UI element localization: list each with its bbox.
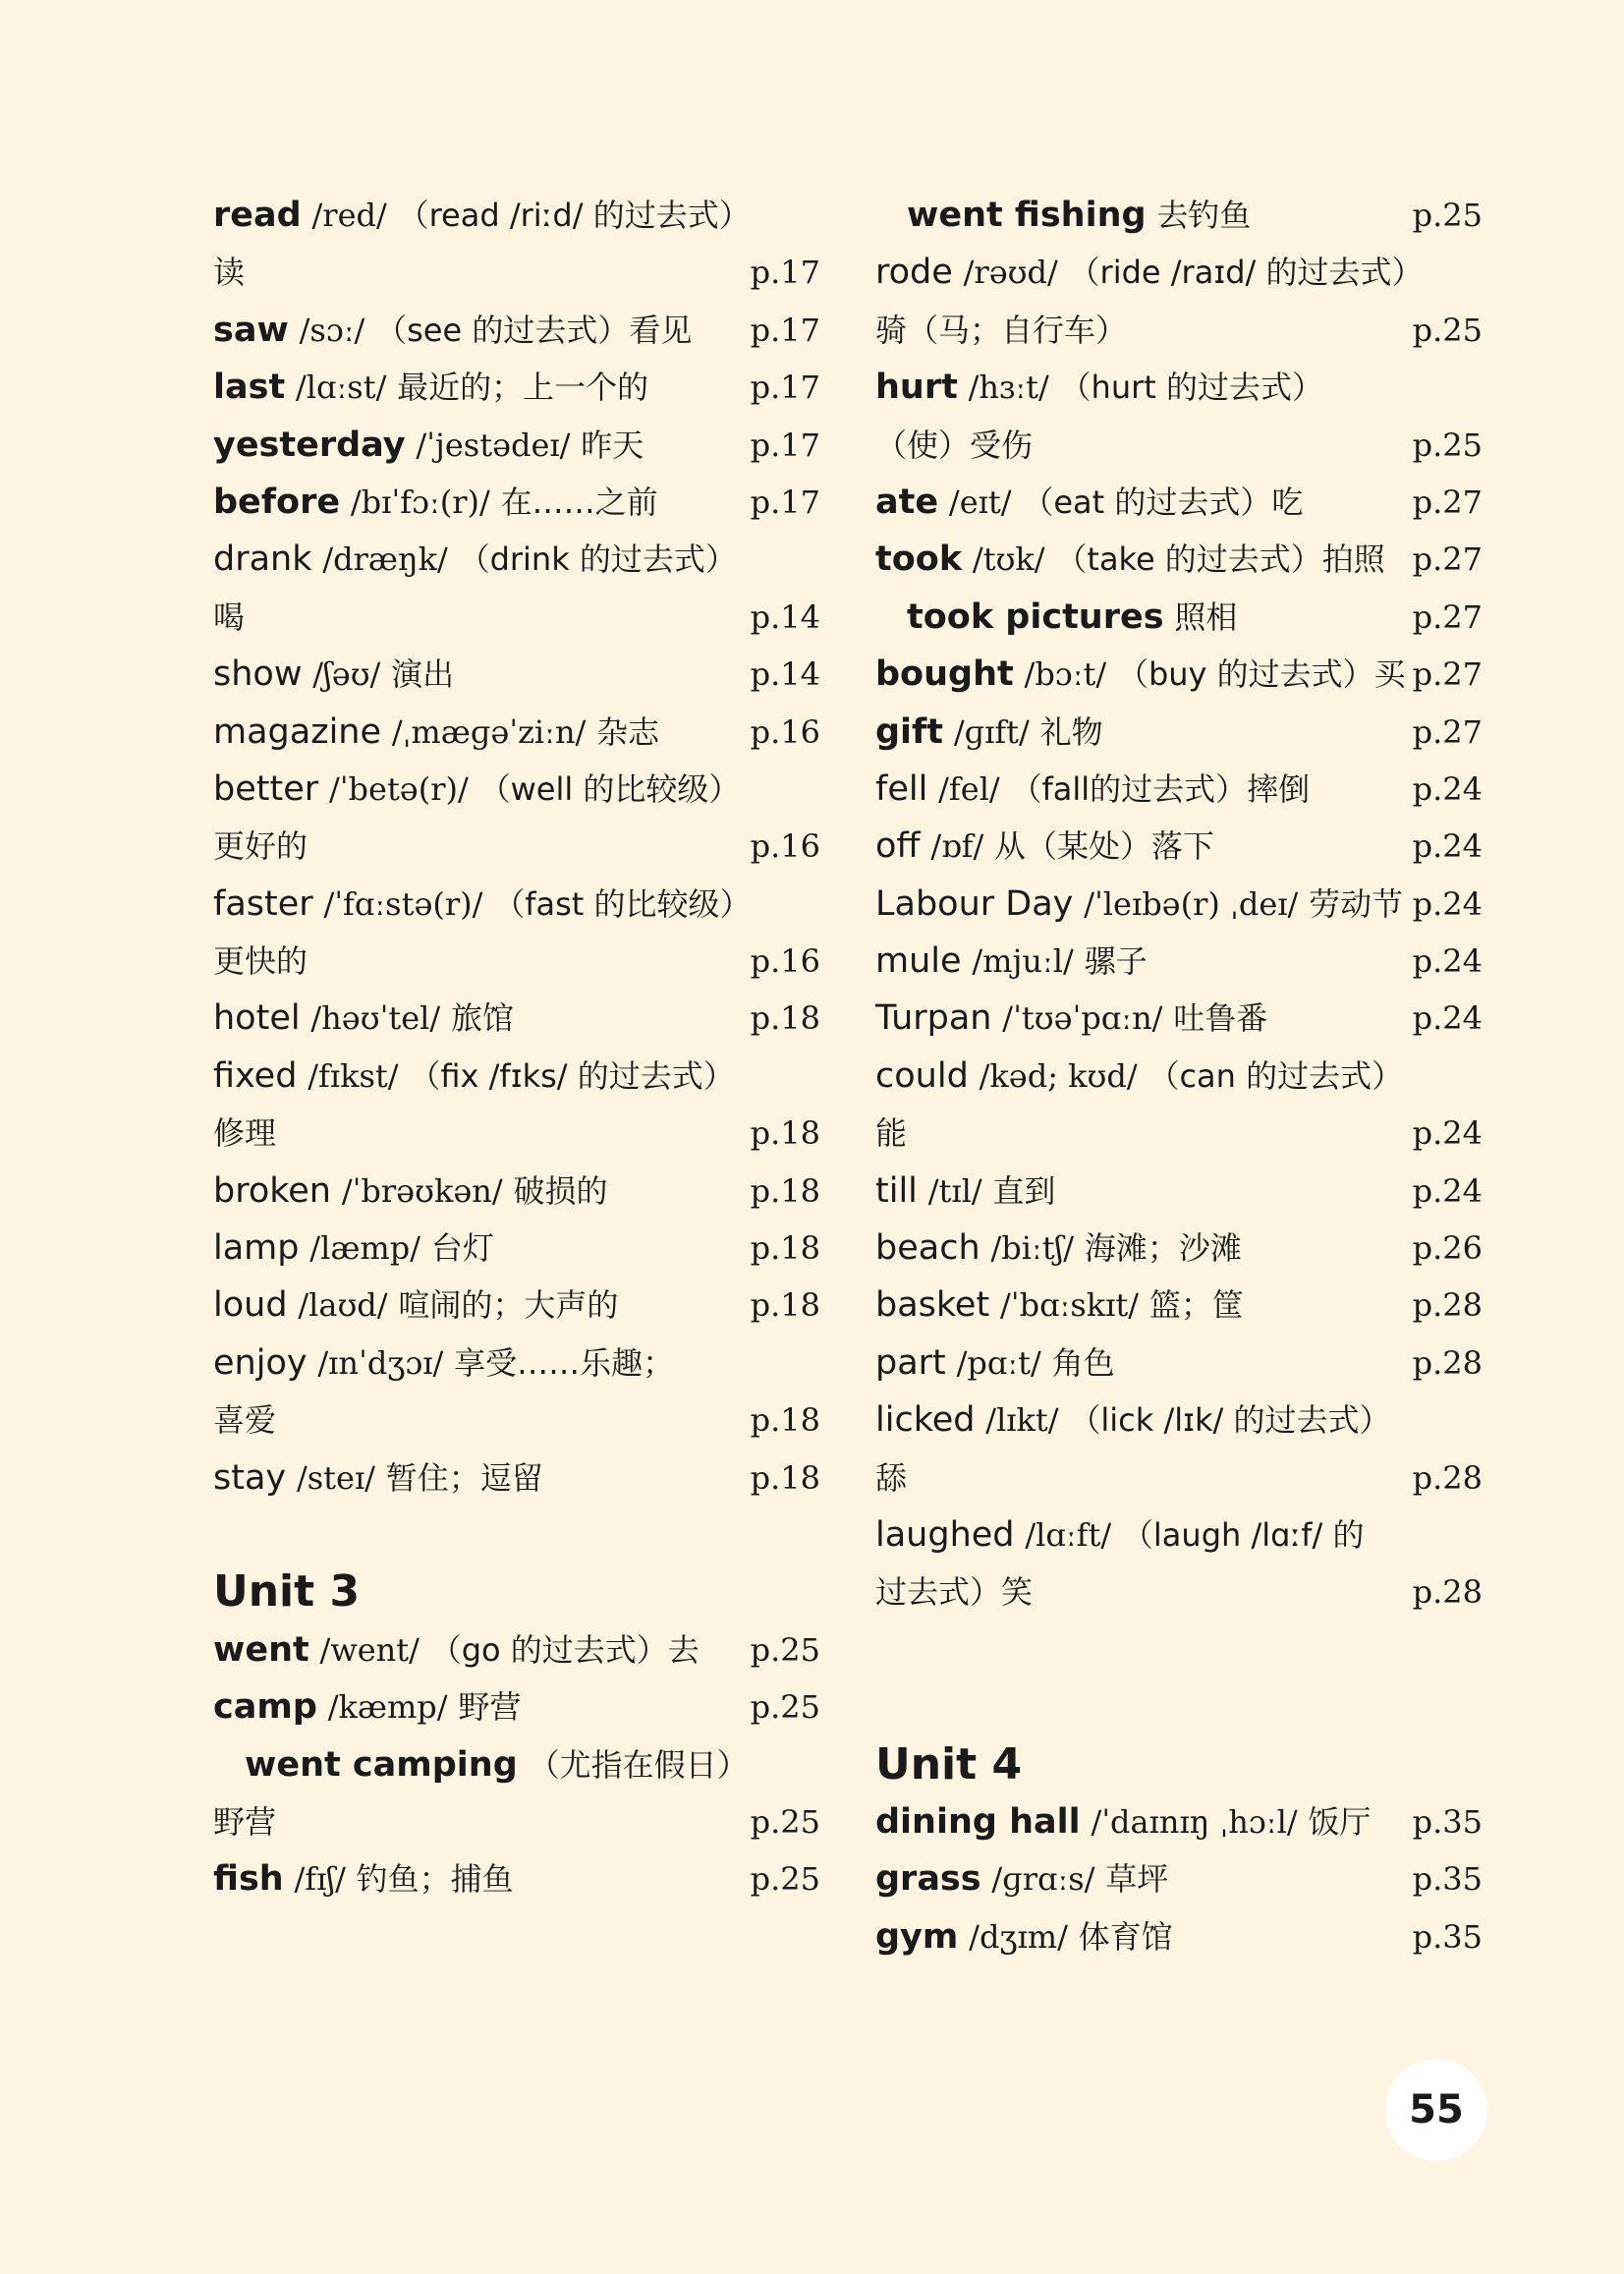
vocab-entry [213,474,820,531]
definition: （drink 的过去式） [458,540,737,579]
vocab-entry [213,417,820,474]
vocab-entry [213,646,820,703]
headword: grass [875,1859,981,1900]
phonetic: /fɪʃ/ [294,1860,346,1899]
headword: camp [213,1687,317,1728]
vocab-entry [875,187,1483,244]
definition: 昨天 [581,426,644,464]
vocab-entry [875,704,1483,761]
right-column [875,187,1483,1965]
page-ref: p.18 [750,1171,820,1210]
vocab-entry [875,818,1483,875]
vocab-entry [213,1678,820,1735]
headword: gym [875,1916,959,1957]
vocab-entry [213,1621,820,1678]
page-ref: p.26 [1412,1229,1483,1268]
definition: （lick /lɪk/ 的过去式） [1069,1401,1391,1440]
page-ref: p.24 [1412,769,1483,808]
definition: （ride /raɪd/ 的过去式） [1068,254,1424,292]
definition: （buy 的过去式）买 [1116,655,1406,694]
definition: （使）受伤 [875,426,1034,464]
page-ref: p.28 [1412,1343,1483,1382]
phonetic: /biːtʃ/ [990,1229,1075,1268]
definition: 过去式）笑 [875,1573,1034,1612]
section-spacer [213,1507,820,1563]
vocab-entry [875,302,1483,359]
page-ref: p.24 [1412,827,1483,866]
phonetic: /lɑːft/ [1025,1515,1112,1554]
headword: could [875,1055,969,1096]
definition: 杂志 [596,712,660,751]
phonetic: /tʊk/ [972,540,1045,579]
definition: （go 的过去式）去 [429,1630,700,1669]
vocab-entry [213,1163,820,1220]
page-ref: p.25 [1412,426,1483,464]
headword: yesterday [213,425,406,465]
definition: 饭厅 [1308,1802,1372,1841]
definition: （尤指在假日） [528,1745,749,1784]
page-ref: p.24 [1412,999,1483,1038]
page-ref: p.25 [1412,311,1483,349]
definition: （hurt 的过去式） [1059,369,1323,407]
headword: read [213,196,302,235]
page-ref: p.18 [750,1401,820,1440]
phonetic: /red/ [311,197,387,234]
headword: show [213,654,303,695]
phonetic: /lɪkt/ [985,1401,1059,1440]
phonetic: /sɔː/ [299,311,365,349]
vocab-entry [875,1105,1483,1162]
vocab-entry [213,244,820,301]
phonetic: /ʃəʊ/ [312,655,381,694]
section-spacer [875,1678,1483,1735]
definition: 暂住；逗留 [385,1458,543,1497]
definition: 从（某处）落下 [994,827,1215,866]
headword: rode [875,253,953,293]
vocab-entry [875,1850,1483,1907]
vocab-entry [875,761,1483,818]
vocab-entry [213,187,820,244]
vocab-entry [875,1163,1483,1220]
definition: 海滩；沙滩 [1084,1229,1242,1268]
phonetic: /ˈbɑːskɪt/ [1000,1286,1140,1325]
page-ref: p.27 [1412,540,1483,579]
definition: 修理 [213,1114,277,1153]
page-ref: p.16 [750,942,820,981]
definition: （fall的过去式）摔倒 [1010,769,1311,808]
page-ref: p.14 [750,597,820,636]
page-ref: p.28 [1412,1573,1483,1612]
definition: 钓鱼；捕鱼 [356,1860,514,1899]
headword: dining hall [875,1801,1081,1842]
page-ref: p.17 [750,483,820,521]
definition: 最近的；上一个的 [397,369,649,407]
headword: went fishing [907,196,1147,235]
phonetic: /ɒf/ [930,827,984,866]
definition: 劳动节 [1309,884,1404,923]
definition: 在……之前 [500,483,658,521]
definition: （take 的过去式）拍照 [1055,540,1385,579]
phonetic: /ˈbetə(r)/ [328,769,469,808]
vocab-entry [213,818,820,875]
definition: 吐鲁番 [1173,999,1268,1038]
page-ref: p.24 [1412,884,1483,923]
headword: lamp [213,1228,300,1269]
page-ref: p.18 [750,999,820,1038]
phonetic: /ɪnˈdʒɔɪ/ [317,1343,444,1382]
definition: 体育馆 [1078,1917,1173,1956]
phonetic: /bɔːt/ [1024,655,1107,694]
vocab-entry [213,359,820,416]
headword: better [213,768,319,809]
headword: licked [875,1400,976,1441]
vocab-entry [875,1392,1483,1449]
page-ref: p.27 [1412,655,1483,694]
vocab-entry [875,589,1483,646]
phonetic: /steɪ/ [296,1458,375,1497]
page-ref: p.24 [1412,1114,1483,1153]
phonetic: /ˈleɪbə(r) ˌdeɪ/ [1084,884,1299,923]
page-ref: p.27 [1412,597,1483,636]
definition: 破损的 [513,1171,608,1210]
page-ref: p.25 [750,1860,820,1899]
headword: went [213,1629,309,1670]
phonetic: /ˈtʊəˈpɑːn/ [1002,999,1163,1038]
headword: ate [875,482,939,522]
vocab-entry [213,1392,820,1449]
definition: 台灯 [430,1229,494,1268]
phonetic: /fel/ [938,769,1000,808]
headword: till [875,1170,918,1211]
vocab-entry [213,1277,820,1334]
headword: drank [213,540,312,580]
headword: stay [213,1457,287,1498]
definition: 野营 [458,1688,522,1727]
definition: 读 [213,254,246,292]
headword: enjoy [213,1342,308,1383]
headword: mule [875,941,962,982]
page-ref: p.17 [750,254,820,292]
page-ref: p.25 [1412,197,1483,234]
vocab-entry [875,1793,1483,1850]
headword: Labour Day [875,883,1074,924]
phonetic: /bɪˈfɔː(r)/ [350,483,490,521]
headword: basket [875,1285,990,1326]
vocab-entry [213,1220,820,1277]
page-ref: p.18 [750,1286,820,1325]
definition: 喜爱 [213,1401,277,1440]
vocab-entry [875,1507,1483,1563]
headword: fish [213,1859,284,1900]
headword: gift [875,711,944,752]
phonetic: /kæmp/ [327,1688,448,1727]
phonetic: /həʊˈtel/ [310,999,441,1038]
headword: took [875,540,963,580]
definition: 喝 [213,597,246,636]
definition: 演出 [391,655,455,694]
phonetic: /tɪl/ [927,1171,982,1210]
vocab-entry [213,531,820,588]
definition: （see 的过去式）看见 [375,311,693,349]
headword: part [875,1342,946,1383]
headword: fixed [213,1055,298,1096]
page-ref: p.24 [1412,942,1483,981]
page-ref: p.17 [750,426,820,464]
phonetic: /laʊd/ [298,1286,388,1325]
definition: 喧闹的；大声的 [398,1286,619,1325]
vocab-entry [213,1736,820,1793]
phonetic: /ˈjestədeɪ/ [416,426,571,464]
page-ref: p.18 [750,1458,820,1497]
vocab-entry [875,933,1483,990]
page-ref: p.25 [750,1802,820,1841]
vocab-entry [875,1335,1483,1392]
headword: off [875,826,921,867]
vocab-entry [875,1908,1483,1965]
definition: 照相 [1174,597,1238,636]
definition: 旅馆 [450,999,514,1038]
phonetic: /dʒɪm/ [969,1917,1068,1956]
vocab-entry [213,1850,820,1907]
headword: loud [213,1285,288,1326]
phonetic: /mjuːl/ [972,942,1074,981]
headword: took pictures [907,597,1164,637]
headword: Turpan [875,998,992,1039]
phonetic: /ˈfɑːstə(r)/ [323,884,483,923]
definition: 更快的 [213,942,308,981]
definition: （can 的过去式） [1148,1056,1404,1095]
headword: saw [213,310,289,350]
phonetic: /fɪkst/ [308,1056,399,1095]
vocab-entry [213,876,820,933]
unit-heading: Unit 4 [875,1738,1023,1790]
phonetic: /eɪt/ [948,483,1012,521]
vocab-entry [213,1105,820,1162]
headword: laughed [875,1514,1015,1555]
page-ref: p.18 [750,1114,820,1153]
page-number: 55 [1385,2059,1487,2161]
definition: 享受……乐趣； [454,1343,675,1382]
headword: went camping [245,1744,518,1785]
headword: beach [875,1228,980,1269]
definition: 能 [875,1114,908,1153]
vocab-entry [875,417,1483,474]
phonetic: /hɜːt/ [968,369,1049,407]
vocab-entry [213,589,820,646]
page-ref: p.27 [1412,483,1483,521]
definition: 骑（马；自行车） [875,311,1128,349]
definition: 更好的 [213,827,308,866]
vocab-entry [875,474,1483,531]
vocab-entry [213,302,820,359]
vocab-entry [213,761,820,818]
headword: before [213,482,341,522]
vocab-entry [875,1220,1483,1277]
definition: 草坪 [1105,1860,1169,1899]
phonetic: /ˌmæɡəˈziːn/ [391,712,587,751]
phonetic: /pɑːt/ [956,1343,1041,1382]
vocab-entry [875,1450,1483,1507]
definition: 礼物 [1039,712,1103,751]
page-ref: p.18 [750,1229,820,1268]
definition: （laugh /lɑːf/ 的 [1121,1515,1365,1554]
vocab-entry [875,990,1483,1047]
phonetic: /went/ [319,1630,420,1669]
page-ref: p.16 [750,827,820,866]
phonetic: /ɡrɑːs/ [991,1860,1095,1899]
definition: （fix /fɪks/ 的过去式） [409,1056,735,1095]
definition: （read /riːd/ 的过去式） [397,197,751,234]
definition: 野营 [213,1802,277,1841]
headword: hurt [875,368,958,408]
vocab-entry [875,876,1483,933]
vocab-entry [875,646,1483,703]
left-column [213,187,820,1908]
definition: 直到 [992,1171,1056,1210]
page-ref: p.25 [750,1688,820,1727]
page-ref: p.17 [750,311,820,349]
vocab-entry [213,1450,820,1507]
definition: （fast 的比较级） [493,884,752,923]
definition: （well 的比较级） [478,769,741,808]
vocab-entry [875,1277,1483,1334]
phonetic: /ɡɪft/ [953,712,1030,751]
page-ref: p.24 [1412,1171,1483,1210]
vocab-entry [875,1563,1483,1620]
vocab-entry [213,704,820,761]
vocab-entry [875,359,1483,416]
page-ref: p.35 [1412,1802,1483,1841]
phonetic: /dræŋk/ [322,540,448,579]
vocab-entry [875,1048,1483,1105]
headword: bought [875,654,1014,695]
vocab-entry [213,933,820,990]
vocab-entry [875,244,1483,301]
definition: 去钓鱼 [1156,197,1252,234]
page-ref: p.14 [750,655,820,694]
vocab-entry [875,531,1483,588]
phonetic: /rəʊd/ [963,254,1058,292]
section-spacer [875,1621,1483,1678]
definition: （eat 的过去式）吃 [1022,483,1304,521]
vocab-entry [213,1793,820,1850]
page-ref: p.16 [750,712,820,751]
headword: fell [875,768,928,809]
headword: hotel [213,998,301,1039]
vocab-entry [213,990,820,1047]
definition: 角色 [1051,1343,1115,1382]
page-ref: p.17 [750,369,820,407]
vocab-entry [213,1048,820,1105]
vocab-entry [213,1335,820,1392]
phonetic: /lɑːst/ [296,369,387,407]
definition: 篮；筐 [1148,1286,1244,1325]
page-ref: p.25 [750,1630,820,1669]
phonetic: /læmp/ [309,1229,420,1268]
page-ref: p.35 [1412,1917,1483,1956]
headword: magazine [213,711,382,752]
phonetic: /ˈbrəʊkən/ [341,1171,503,1210]
page-ref: p.35 [1412,1860,1483,1899]
phonetic: /ˈdaɪnɪŋ ˌhɔːl/ [1091,1802,1298,1841]
page-ref: p.28 [1412,1458,1483,1497]
headword: faster [213,883,313,924]
definition: 舔 [875,1458,908,1497]
headword: last [213,368,286,408]
unit-heading: Unit 3 [213,1566,361,1618]
page-ref: p.28 [1412,1286,1483,1325]
page-ref: p.27 [1412,712,1483,751]
headword: broken [213,1170,331,1211]
definition: 骡子 [1084,942,1148,981]
phonetic: /kəd; kʊd/ [979,1056,1138,1095]
